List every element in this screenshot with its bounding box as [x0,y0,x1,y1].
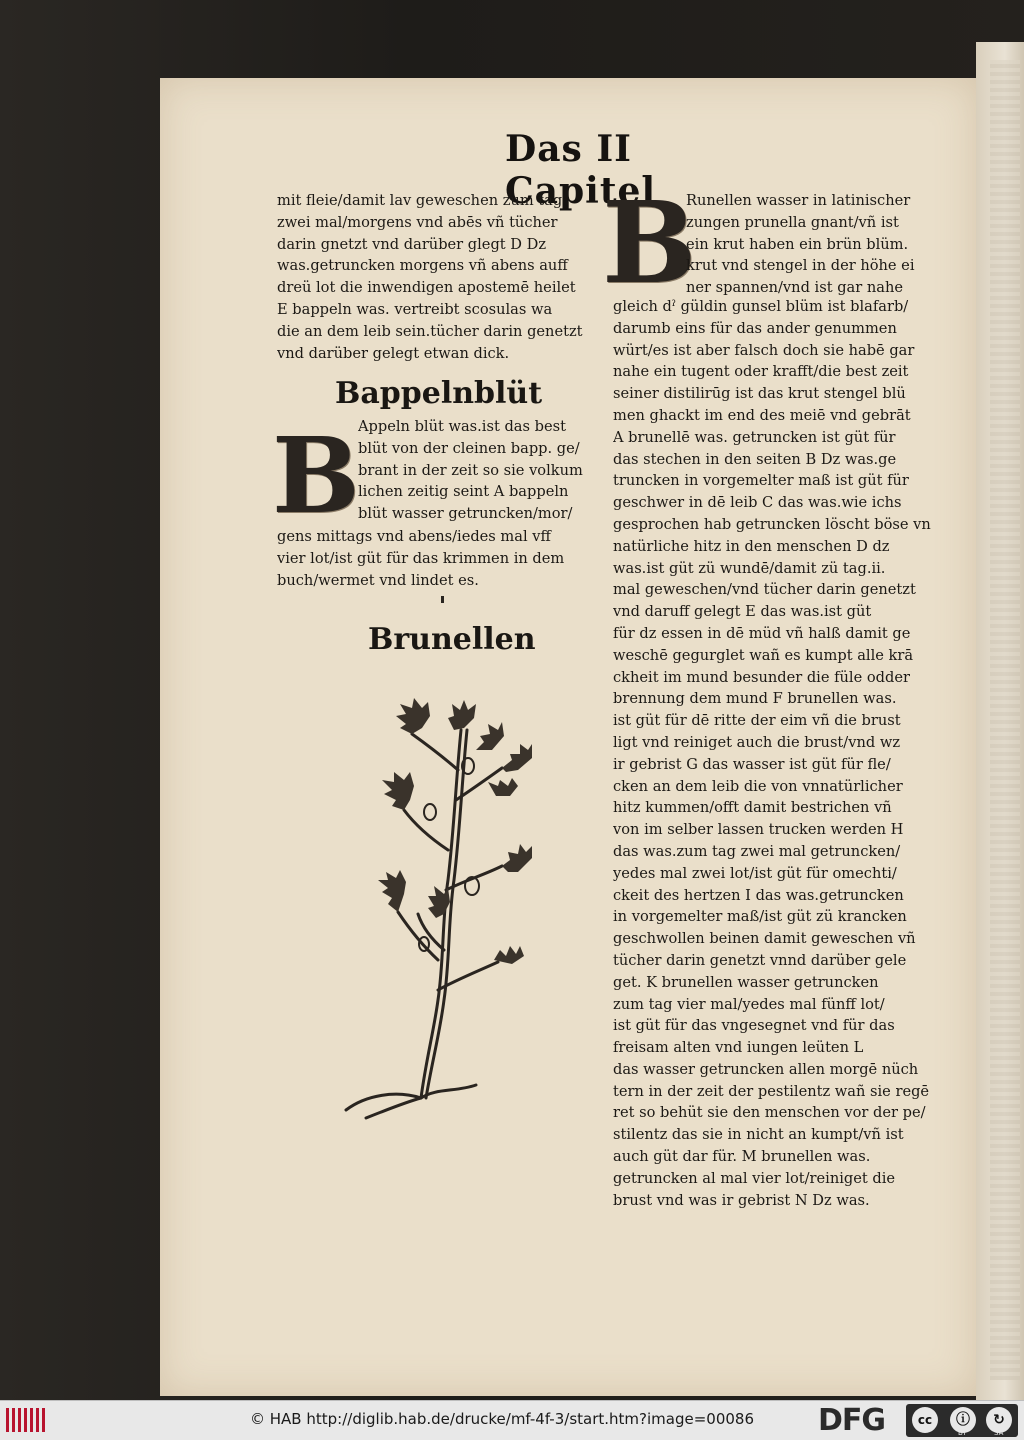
text-line: buch/wermet vnd lindet es. [277,571,479,589]
text-line: blüt wasser getruncken/mor/ [358,505,573,523]
section1-text [277,526,597,591]
drop-cap-initial: B [602,178,697,309]
text-line: vier lot/ist güt für das krimmen in dem [277,549,565,567]
chapter-heading: Das II Capitel [505,128,657,212]
text-line: tücher darin genetzt vnnd darüber gele [613,951,907,969]
text-line: das wasser getruncken allen morgē nüch [613,1060,919,1078]
text-line: in vorgemelter maß/ist güt zü krancken [613,908,907,926]
text-line: geschwer in dē leib C das was.wie ichs [613,494,902,512]
text-line: darin gnetzt vnd darüber glegt D Dz [277,235,547,253]
text-line: yedes mal zwei lot/ist güt für omechti/ [613,864,897,882]
text-line: ret so behüt sie den menschen vor der pe/ [613,1104,926,1122]
license-by-label: BY [958,1429,967,1437]
text-line: zwei mal/morgens vnd abēs vñ tücher [277,213,558,231]
viewer-footer [0,1400,1024,1440]
ink-speck [441,596,444,603]
text-line: das stechen in den seiten B Dz was.ge [613,450,897,468]
text-line: nahe ein tugent oder krafft/die best zeit [613,363,909,381]
copyright-link[interactable]: © HAB http://diglib.hab.de/drucke/mf-4f-3/start.htm?image=00086 [250,1410,754,1428]
text-line: seiner distilirūg ist das krut stengel blü [613,385,906,403]
text-line: was.getruncken morgens vñ abens auff [277,257,568,275]
text-line: würt/es ist aber falsch doch sie habē gar [613,341,915,359]
text-line: mal geweschen/vnd tücher darin genetzt [613,581,916,599]
attribution-icon: ⓘ [950,1407,976,1433]
text-line: das was.zum tag zwei mal getruncken/ [613,842,901,860]
text-line: gens mittags vnd abens/iedes mal vff [277,528,551,545]
section2-inset-text [686,190,936,299]
left-column-top-text [277,190,597,364]
text-line: hitz kummen/offt damit bestrichen vñ [613,799,892,817]
hab-logo-icon[interactable] [6,1408,48,1432]
text-line: weschē gegurglet wañ es kumpt alle krā [613,646,914,664]
section-title-bappelnblut: Bappelnblüt [335,376,543,411]
text-line: brant in der zeit so sie volkum [358,461,583,479]
text-line: natürliche hitz in den menschen D dz [613,537,890,555]
text-line: tern in der zeit der pestilentz wañ sie regē [613,1082,930,1100]
text-line: stilentz das sie in nicht an kumpt/vñ ist [613,1126,904,1144]
text-line: geschwollen beinen damit geweschen vñ [613,930,916,948]
section1-inset-text [358,416,598,525]
cc-license-badge[interactable] [906,1404,1018,1437]
text-line: freisam alten vnd iungen leüten L [613,1039,864,1057]
dfg-logo[interactable]: DFG [818,1403,886,1438]
text-line: lichen zeitig seint A bappeln [358,483,569,501]
text-line: zum tag vier mal/yedes mal fünff lot/ [613,995,885,1013]
creative-commons-icon: cc [912,1407,938,1433]
text-line: men ghackt im end des meiē vnd gebrāt [613,406,911,424]
text-line: truncken in vorgemelter maß ist güt für [613,472,909,490]
text-line: ligt vnd reiniget auch die brust/vnd wz [613,733,901,751]
text-line: E bappeln was. vertreibt scosulas wa [277,300,553,318]
text-line: ein krut haben ein brün blüm. [686,235,909,253]
text-line: gesprochen hab getruncken löscht böse vn [613,515,931,533]
text-line: was.ist güt zü wundē/damit zü tag.ii. [613,559,886,577]
text-line: auch güt dar für. M brunellen was. [613,1148,871,1166]
text-line: cken an dem leib die von vnnatürlicher [613,777,903,795]
text-line: vnd darüber gelegt etwan dick. [277,344,510,362]
text-line: ckheit im mund besunder die füle odder [613,668,910,686]
text-line: vnd daruff gelegt E das was.ist güt [613,603,872,621]
text-line: A brunellē was. getruncken ist güt für [613,428,896,446]
plant-woodcut-illustration [326,690,538,1120]
text-line: krut vnd stengel in der höhe ei [686,257,915,275]
text-line: ir gebrist G das wasser ist güt für fle/ [613,755,891,773]
scale-ruler [990,60,1020,1380]
text-line: ckeit des hertzen I das was.getruncken [613,886,904,904]
section2-text [613,296,938,1211]
text-line: darumb eins für das ander genummen [613,319,897,337]
text-line: mit fleie/damit lav geweschen zum tag [277,192,563,209]
text-line: Runellen wasser in latinischer [686,192,911,209]
share-alike-icon: ↻ [986,1407,1012,1433]
text-line: ner spannen/vnd ist gar nahe [686,279,904,297]
text-line: brennung dem mund F brunellen was. [613,690,897,708]
license-sa-label: SA [994,1429,1004,1437]
section-title-brunellen: Brunellen [368,622,536,657]
text-line: für dz essen in dē müd vñ halß damit ge [613,624,911,642]
text-line: Appeln blüt was.ist das best [358,418,566,435]
text-line: get. K brunellen wasser getruncken [613,973,879,991]
text-line: brust vnd was ir gebrist N Dz was. [613,1191,870,1209]
text-line: ist güt für das vngesegnet vnd für das [613,1017,895,1035]
text-line: von im selber lassen trucken werden H [613,821,904,839]
text-line: ist güt für dē ritte der eim vñ die brust [613,712,901,730]
text-line: getruncken al mal vier lot/reiniget die [613,1169,896,1187]
text-line: gleich dˀ güldin gunsel blüm ist blafarb/ [613,298,909,315]
drop-cap-initial: B [272,414,360,537]
text-line: blüt von der cleinen bapp. ge/ [358,439,580,457]
text-line: dreü lot die inwendigen apostemē heilet [277,279,576,297]
text-line: zungen prunella gnant/vñ ist [686,213,899,231]
text-line: die an dem leib sein.tücher darin genetzt [277,322,583,340]
